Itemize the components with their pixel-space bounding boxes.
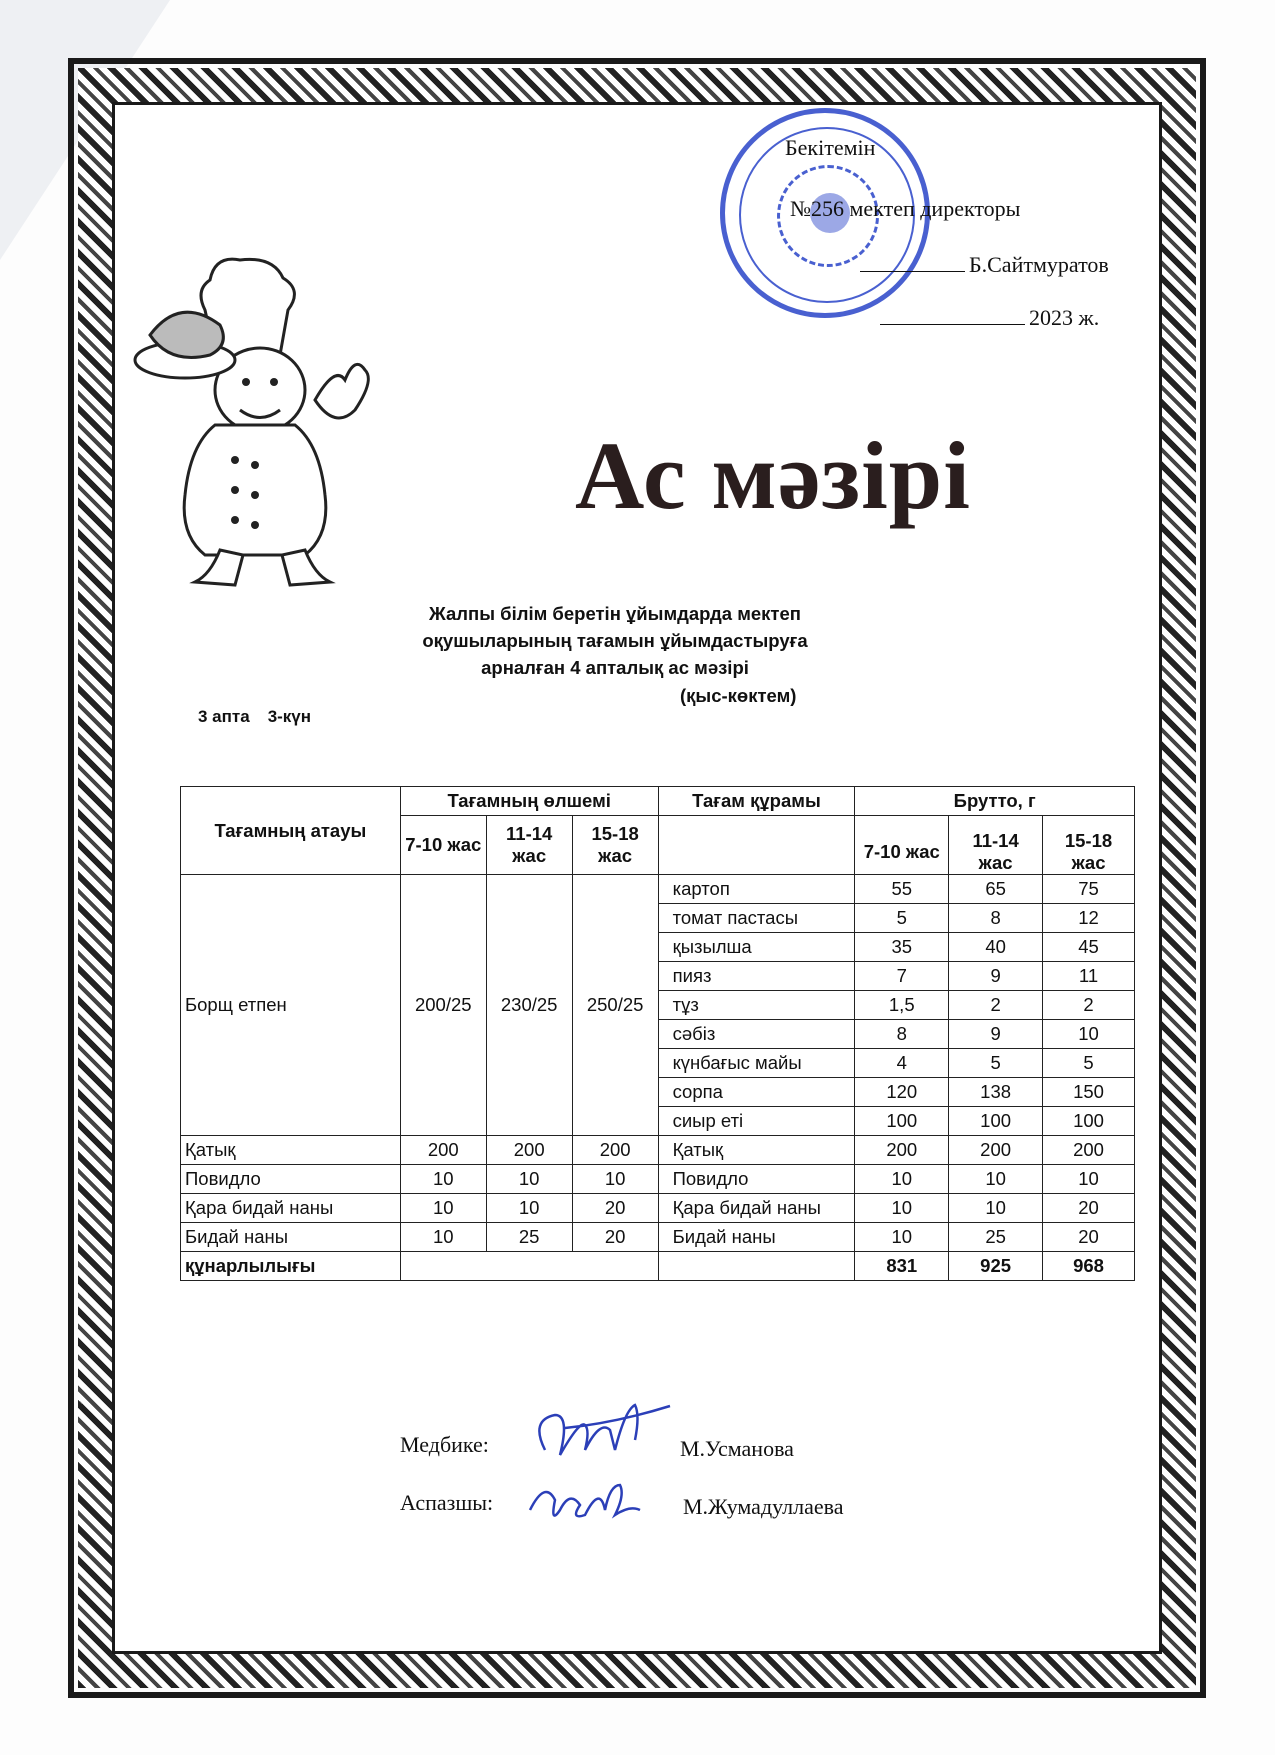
brutto-age-3: 20 <box>1043 1223 1135 1252</box>
chef-illustration <box>130 250 390 590</box>
header-brutto-age-3: 15-18 жас <box>1043 816 1135 875</box>
approval-line-4 <box>880 305 1099 331</box>
subtitle-line-1: Жалпы білім беретін ұйымдарда мектеп <box>429 603 801 624</box>
nurse-label: Медбике: <box>400 1432 489 1457</box>
main-dish-rows <box>181 875 1135 1136</box>
header-brutto-age-2: 11-14 жас <box>949 816 1043 875</box>
week-day-label <box>198 707 329 727</box>
cook-name: М.Жумадуллаева <box>683 1494 844 1519</box>
approval-line-2: №256 мектеп директоры <box>790 196 1021 221</box>
brutto-age-3: 10 <box>1043 1020 1135 1049</box>
brutto-age-3: 5 <box>1043 1049 1135 1078</box>
totals-row <box>181 1252 1135 1281</box>
brutto-age-2: 8 <box>949 904 1043 933</box>
ingredient-name: сорпа <box>658 1078 855 1107</box>
approval-year: 2023 ж. <box>1029 305 1100 330</box>
cook-signature <box>525 1475 655 1535</box>
brutto-age-2: 65 <box>949 875 1043 904</box>
brutto-age-1: 120 <box>855 1078 949 1107</box>
brutto-age-3: 20 <box>1043 1194 1135 1223</box>
portion-age-1: 200 <box>400 1136 486 1165</box>
portion-age-2: 200 <box>486 1136 572 1165</box>
dish-name: Қара бидай наны <box>181 1194 401 1223</box>
header-portion: Тағамның өлшемі <box>400 787 658 816</box>
brutto-age-3: 75 <box>1043 875 1135 904</box>
portion-age-2: 230/25 <box>486 875 572 1136</box>
dish-row <box>181 1136 1135 1165</box>
portion-age-3: 20 <box>572 1223 658 1252</box>
brutto-age-1: 200 <box>855 1136 949 1165</box>
brutto-age-2: 200 <box>949 1136 1043 1165</box>
brutto-age-3: 100 <box>1043 1107 1135 1136</box>
ingredient-name: сәбіз <box>658 1020 855 1049</box>
header-composition: Тағам құрамы <box>658 787 855 816</box>
ingredient-name: Повидло <box>658 1165 855 1194</box>
brutto-age-3: 10 <box>1043 1165 1135 1194</box>
header-portion-age-1: 7-10 жас <box>400 816 486 875</box>
brutto-age-2: 40 <box>949 933 1043 962</box>
portion-age-2: 25 <box>486 1223 572 1252</box>
brutto-age-1: 5 <box>855 904 949 933</box>
portion-age-3: 250/25 <box>572 875 658 1136</box>
ingredient-name: томат пастасы <box>658 904 855 933</box>
portion-age-3: 200 <box>572 1136 658 1165</box>
brutto-age-3: 11 <box>1043 962 1135 991</box>
subtitle <box>380 600 850 681</box>
ingredient-name: тұз <box>658 991 855 1020</box>
brutto-age-1: 4 <box>855 1049 949 1078</box>
portion-age-3: 20 <box>572 1194 658 1223</box>
total-age-2: 925 <box>949 1252 1043 1281</box>
dish-row <box>181 1223 1135 1252</box>
cook-label: Аспазшы: <box>400 1490 494 1515</box>
ingredient-name: қызылша <box>658 933 855 962</box>
portion-age-1: 200/25 <box>400 875 486 1136</box>
brutto-age-3: 2 <box>1043 991 1135 1020</box>
season-label: (қыс-көктем) <box>680 685 797 706</box>
portion-age-3: 10 <box>572 1165 658 1194</box>
subtitle-line-3: арналған 4 апталық ас мәзірі <box>481 657 749 678</box>
other-dish-rows <box>181 1136 1135 1252</box>
brutto-age-1: 35 <box>855 933 949 962</box>
portion-age-1: 10 <box>400 1223 486 1252</box>
brutto-age-3: 150 <box>1043 1078 1135 1107</box>
portion-age-2: 10 <box>486 1194 572 1223</box>
dish-name: Повидло <box>181 1165 401 1194</box>
week-label: 3 апта <box>198 707 250 726</box>
brutto-age-1: 10 <box>855 1194 949 1223</box>
ingredient-name: пияз <box>658 962 855 991</box>
brutto-age-1: 7 <box>855 962 949 991</box>
brutto-age-2: 9 <box>949 962 1043 991</box>
director-name: Б.Сайтмуратов <box>969 252 1109 277</box>
brutto-age-1: 10 <box>855 1165 949 1194</box>
total-age-1: 831 <box>855 1252 949 1281</box>
brutto-age-2: 138 <box>949 1078 1043 1107</box>
portion-age-2: 10 <box>486 1165 572 1194</box>
dish-name: Қатық <box>181 1136 401 1165</box>
brutto-age-3: 200 <box>1043 1136 1135 1165</box>
portion-age-1: 10 <box>400 1165 486 1194</box>
brutto-age-1: 100 <box>855 1107 949 1136</box>
dish-row <box>181 1194 1135 1223</box>
subtitle-line-2: оқушыларының тағамын ұйымдастыруға <box>422 630 808 651</box>
brutto-age-2: 10 <box>949 1194 1043 1223</box>
dish-row <box>181 1165 1135 1194</box>
brutto-age-1: 55 <box>855 875 949 904</box>
dish-name: Бидай наны <box>181 1223 401 1252</box>
brutto-age-2: 9 <box>949 1020 1043 1049</box>
header-brutto: Брутто, г <box>855 787 1135 816</box>
page-title: Ас мәзірі <box>575 422 971 529</box>
brutto-age-2: 25 <box>949 1223 1043 1252</box>
nurse-name: М.Усманова <box>680 1436 794 1461</box>
ingredient-name: Қатық <box>658 1136 855 1165</box>
totals-label: құнарлылығы <box>181 1252 401 1281</box>
ingredient-name: сиыр еті <box>658 1107 855 1136</box>
brutto-age-2: 10 <box>949 1165 1043 1194</box>
portion-age-1: 10 <box>400 1194 486 1223</box>
approval-line-1: Бекітемін <box>785 135 876 160</box>
header-brutto-age-1: 7-10 жас <box>855 816 949 875</box>
brutto-age-2: 100 <box>949 1107 1043 1136</box>
day-label: 3-күн <box>267 707 312 726</box>
ingredient-row <box>181 875 1135 904</box>
brutto-age-1: 10 <box>855 1223 949 1252</box>
nurse-signature <box>525 1400 675 1475</box>
dish-name: Борщ етпен <box>181 875 401 1136</box>
ingredient-name: Бидай наны <box>658 1223 855 1252</box>
brutto-age-1: 8 <box>855 1020 949 1049</box>
menu-table <box>180 786 1135 1281</box>
ingredient-name: картоп <box>658 875 855 904</box>
header-dish-name: Тағамның атауы <box>181 787 401 875</box>
brutto-age-2: 5 <box>949 1049 1043 1078</box>
brutto-age-3: 45 <box>1043 933 1135 962</box>
ingredient-name: Қара бидай наны <box>658 1194 855 1223</box>
brutto-age-3: 12 <box>1043 904 1135 933</box>
brutto-age-2: 2 <box>949 991 1043 1020</box>
approval-line-3 <box>860 252 1109 278</box>
header-portion-age-2: 11-14 жас <box>486 816 572 875</box>
total-age-3: 968 <box>1043 1252 1135 1281</box>
header-portion-age-3: 15-18 жас <box>572 816 658 875</box>
brutto-age-1: 1,5 <box>855 991 949 1020</box>
ingredient-name: күнбағыс майы <box>658 1049 855 1078</box>
